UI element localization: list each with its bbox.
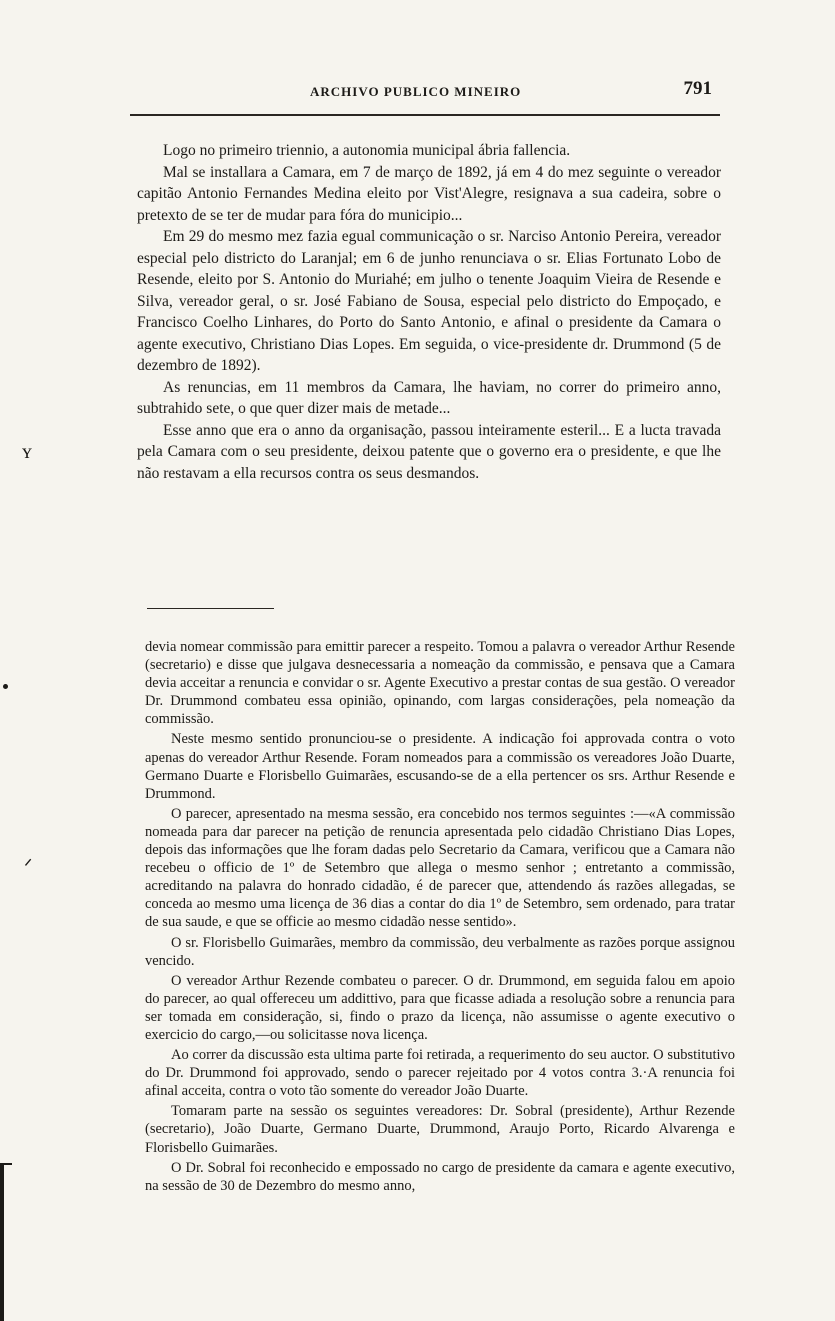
margin-mark: ᐟ [24,856,33,878]
footnote-paragraph: O vereador Arthur Rezende combateu o parecer. O dr. Drummond, em seguida falou em apoio do parecer, ao qual offereceu um addittivo, para que ficasse adiada a resolução sobre a renuncia para ser tomada em consideração, si, findo o prazo da licença, não assumisse o agente executivo o exercicio do cargo,—ou solicitasse nova licença. [145,972,735,1043]
footnote-paragraph: devia nomear commissão para emittir parecer a respeito. Tomou a palavra o vereador Arthur Resende (secretario) e disse que julgava desnecessaria a nomeação da commissão, e pensava que a Camara devia acceitar a renuncia e convidar o sr. Agente Executivo a prestar contas de sua gestão. O vereador Dr. Drummond combateu essa opinião, opinando, com largas considerações, pela nomeação da commissão. [145,639,735,728]
page-number: 791 [683,78,712,99]
paragraph: Mal se installara a Camara, em 7 de março de 1892, já em 4 do mez seguinte o vereador capitão Antonio Fernandes Medina eleito por Vist'Alegre, resignava a sua cadeira, sobre o pretexto de se ter de mudar para fóra do municipio... [137,163,721,224]
page-header [130,78,720,108]
footnote-paragraph: O sr. Florisbello Guimarães, membro da commissão, deu verbalmente as razões porque assignou vencido. [145,934,735,969]
paragraph: Esse anno que era o anno da organisação, passou inteiramente esteril... E a lucta travada pela Camara com o seu presidente, deixou patente que o governo era o presidente, e que lhe não restavam a ella recursos contra os seus desmandos. [137,421,721,482]
header-rule [130,114,720,116]
footnote-paragraph: Ao correr da discussão esta ultima parte foi retirada, a requerimento do seu auctor. O substitutivo do Dr. Drummond foi approvado, sendo o parecer rejeitado por 4 votos contra 3.·A renuncia foi afinal acceita, contra o voto tão somente do vereador João Duarte. [145,1047,735,1100]
footnote-paragraph: O Dr. Sobral foi reconhecido e empossado no cargo de presidente da camara e agente executivo, na sessão de 30 de Dezembro do mesmo anno, [145,1159,735,1194]
footnote-rule [147,608,274,609]
paragraph: Logo no primeiro triennio, a autonomia municipal ábria fallencia. [163,142,571,159]
footnote-paragraph: Tomaram parte na sessão os seguintes vereadores: Dr. Sobral (presidente), Arthur Rezende (secretario), João Duarte, Germano Duarte, Drummond, Araujo Porto, Ricardo Alvarenga e Florisbello Guimarães. [145,1103,735,1156]
footnote-text [145,638,735,1197]
footnote-paragraph: O parecer, apresentado na mesma sessão, era concebido nos termos seguintes :—«A commissão nomeada para dar parecer na petição de renuncia apresentada pelo cidadão Christiano Dias Lopes, depois das informações que lhe foram dadas pelo Secretario da Camara, verificou que a Camara não recebeu o officio de 1º de Setembro que allega o mesmo senhor ; entretanto a commissão, acreditando na palavra do honrado cidadão, é de parecer que, attendendo ás razões allegadas, se conceda ao mesmo uma licença de 36 dias a contar do dia 1º de Setembro, sem ordenado, para tratar de sua saude, e que se officie ao mesmo cidadão nesse sentido». [145,805,735,931]
footnote-paragraph: Neste mesmo sentido pronunciou-se o presidente. A indicação foi approvada contra o voto apenas do vereador Arthur Resende. Foram nomeados para a commissão os vereadores João Duarte, Germano Duarte e Florisbello Guimarães, escusando-se de a ella pertencer os srs. Arthur Resende e Drummond. [145,731,735,802]
margin-mark: ʏ [22,441,32,463]
paragraph: Em 29 do mesmo mez fazia egual communicação o sr. Narciso Antonio Pereira, vereador especial pelo districto do Laranjal; em 6 de junho renunciava o sr. Elias Fortunato Lobo de Resende, eleito por S. Antonio do Muriahé; em julho o tenente Joaquim Vieira de Resende e Silva, vereador geral, o sr. José Fabiano de Sousa, especial pelo districto do Empoçado, e Francisco Coelho Linhares, do Porto do Santo Antonio, e afinal o presidente da Camara o agente executivo, Christiano Dias Lopes. Em seguida, o vice-presidente dr. Drummond (5 de dezembro de 1892). [137,228,721,374]
running-title: ARCHIVO PUBLICO MINEIRO [310,84,522,99]
edge-mark [0,1163,4,1321]
margin-dot [3,684,8,689]
main-text [137,140,721,484]
paragraph: As renuncias, em 11 membros da Camara, lhe haviam, no correr do primeiro anno, subtrahido sete, o que quer dizer mais de metade... [137,378,721,417]
